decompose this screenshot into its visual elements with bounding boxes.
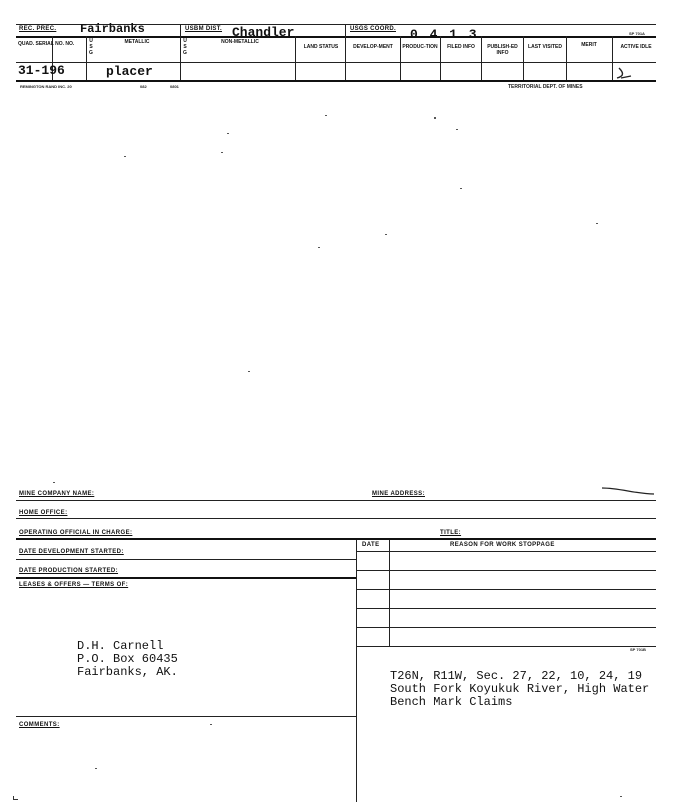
date-development-started-label: DATE DEVELOPMENT STARTED: [19, 549, 124, 555]
owner-name: D.H. Carnell [77, 639, 164, 653]
usbm-dist-label: USBM DIST. [185, 26, 223, 32]
col-usg-metallic: U S G [89, 38, 93, 56]
print-code-2: 0801 [170, 84, 179, 89]
col-quad-serial: QUAD. SERIAL NO. NO. [18, 41, 75, 47]
col-filed-info: FILED INFO [447, 44, 475, 50]
location-line-3: Bench Mark Claims [390, 695, 513, 709]
form-number-top: SP 701A [629, 31, 645, 36]
title-label: TITLE: [440, 530, 462, 536]
quad-serial-value: 31-196 [18, 63, 65, 78]
handwritten-stroke-icon [600, 482, 656, 496]
department-name: TERRITORIAL DEPT. OF MINES [508, 84, 583, 90]
col-last-visited: LAST VISITED [528, 44, 562, 50]
metallic-value: placer [106, 64, 153, 79]
usbm-dist-value: Chandler [232, 25, 295, 40]
col-non-metallic: NON-METALLIC [221, 39, 259, 45]
col-usg-nonmetallic: U S G [183, 38, 187, 56]
col-development: DEVELOP-MENT [353, 44, 393, 50]
reason-column-header: REASON FOR WORK STOPPAGE [450, 542, 555, 548]
comments-label: COMMENTS: [19, 722, 60, 728]
mine-company-name-label: MINE COMPANY NAME: [19, 491, 95, 497]
print-code-1: 082 [140, 84, 147, 89]
rec-prec-label: REC. PREC. [19, 26, 57, 32]
mine-address-label: MINE ADDRESS: [372, 491, 425, 497]
leases-offers-label: LEASES & OFFERS — TERMS OF: [19, 582, 129, 588]
corner-mark [13, 796, 18, 800]
col-published-info: PUBLISH-ED INFO [487, 44, 518, 56]
owner-city: Fairbanks, AK. [77, 665, 178, 679]
col-merit: MERIT [581, 42, 597, 48]
printer-imprint: REMINGTON RAND INC. 20 [20, 84, 72, 89]
location-line-1: T26N, R11W, Sec. 27, 22, 10, 24, 19 [390, 669, 643, 683]
col-land-status: LAND STATUS [303, 44, 339, 50]
date-column-header: DATE [362, 542, 380, 548]
form-number-bottom: SP 701B [630, 647, 646, 652]
usgs-coord-value: 0.4 1.3 [410, 27, 479, 42]
col-metallic: METALLIC [124, 39, 150, 45]
location-line-2: South Fork Koyukuk River, High Water [390, 682, 650, 696]
usgs-coord-label: USGS COORD. [350, 26, 396, 32]
col-active-idle: ACTIVE IDLE [620, 44, 652, 50]
operating-official-label: OPERATING OFFICIAL IN CHARGE: [19, 530, 133, 536]
date-production-started-label: DATE PRODUCTION STARTED: [19, 568, 119, 574]
col-production: PRODUC-TION [402, 44, 438, 50]
owner-address: P.O. Box 60435 [77, 652, 178, 666]
rec-prec-value: Fairbanks [80, 22, 145, 36]
home-office-label: HOME OFFICE: [19, 510, 68, 516]
handwritten-mark-icon [615, 66, 635, 82]
